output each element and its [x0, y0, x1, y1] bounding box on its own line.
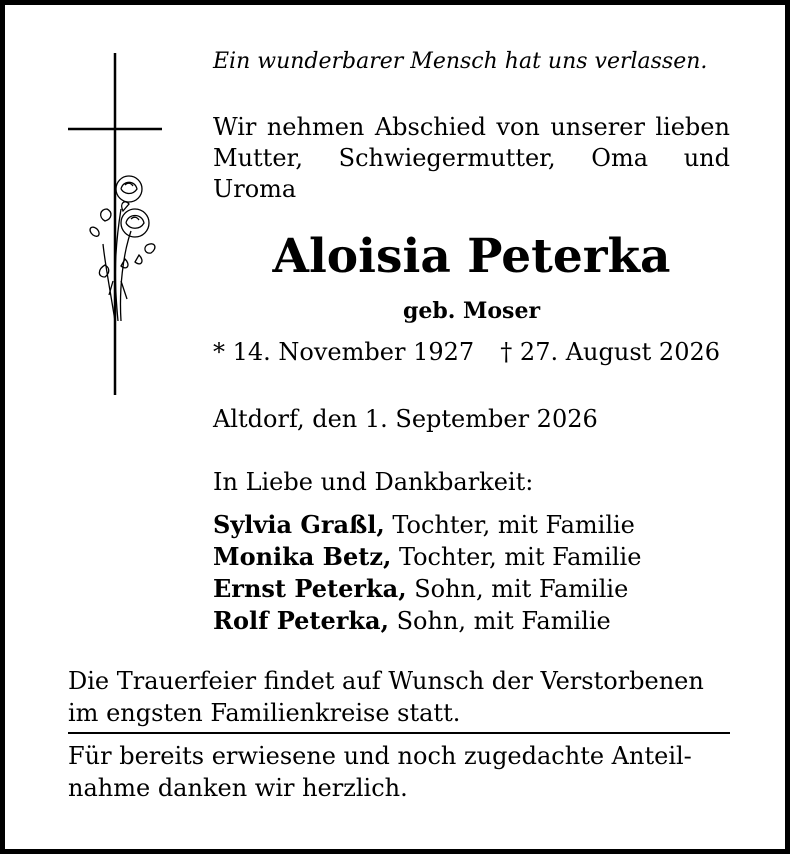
gratitude-line: In Liebe und Dankbarkeit: [213, 468, 534, 496]
ceremony-note [68, 665, 704, 729]
intro-line: Ein wunderbarer Mensch hat uns verlassen. [213, 49, 708, 74]
mourner-relation: Sohn, mit Familie [396, 607, 611, 635]
word: unserer [550, 113, 645, 141]
mourner-name: Monika Betz, [213, 542, 392, 571]
cross-with-roses-icon [65, 49, 165, 399]
farewell-line-2 [213, 143, 730, 174]
word: Wir [213, 113, 257, 141]
maiden-name: geb. Moser [402, 298, 541, 324]
deceased-name: Aloisia Peterka [272, 229, 671, 284]
mourners-list [213, 509, 641, 637]
word: lieben [655, 113, 730, 141]
mourner-name: Ernst Peterka, [213, 574, 407, 603]
mourner-relation: Tochter, mit Familie [392, 511, 635, 539]
divider [68, 732, 730, 734]
word: von [496, 113, 540, 141]
ceremony-line-1: Die Trauerfeier findet auf Wunsch der Verstorbenen [68, 667, 704, 695]
list-item [213, 605, 641, 637]
word: Abschied [374, 113, 486, 141]
death-date: † 27. August 2026 [500, 338, 720, 366]
list-item [213, 509, 641, 541]
mourner-relation: Sohn, mit Familie [414, 575, 629, 603]
place-and-date: Altdorf, den 1. September 2026 [213, 405, 598, 433]
list-item [213, 573, 641, 605]
mourner-name: Rolf Peterka, [213, 606, 389, 635]
farewell-line-3: Uroma [213, 175, 297, 203]
word: Schwiegermutter, [338, 144, 556, 172]
word: und [683, 144, 730, 172]
farewell-paragraph [213, 112, 730, 205]
birth-date: * 14. November 1927 [213, 338, 475, 366]
thanks-note [68, 740, 692, 804]
word: nehmen [266, 113, 365, 141]
ceremony-line-2: im engsten Familienkreise statt. [68, 699, 461, 727]
word: Oma [591, 144, 649, 172]
farewell-line-1 [213, 112, 730, 143]
list-item [213, 541, 641, 573]
mourner-relation: Tochter, mit Familie [398, 543, 642, 571]
mourner-name: Sylvia Graßl, [213, 510, 385, 539]
thanks-line-1: Für bereits erwiesene und noch zugedachte Anteil- [68, 742, 692, 770]
thanks-line-2: nahme danken wir herzlich. [68, 774, 408, 802]
word: Mutter, [213, 144, 303, 172]
